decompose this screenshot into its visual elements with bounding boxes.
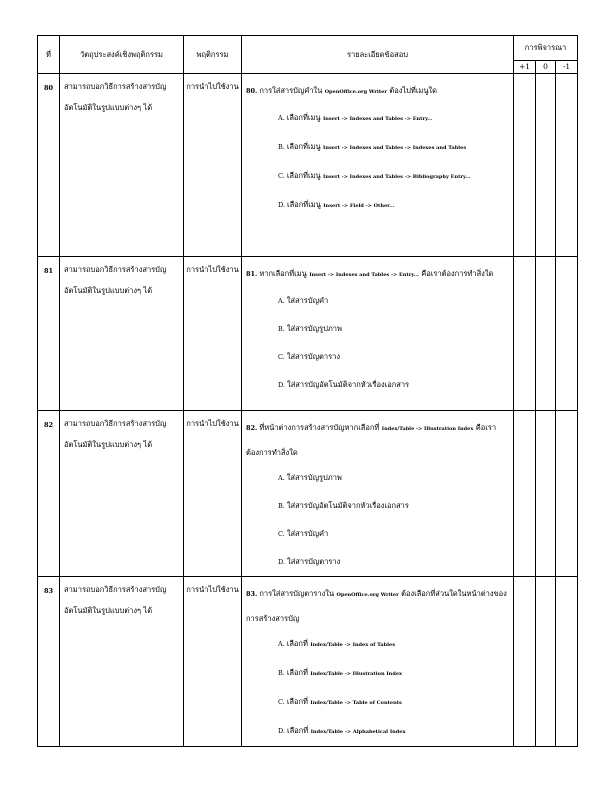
choice-letter: D. <box>278 381 286 389</box>
question-fragment: เลือกที่ <box>286 639 311 648</box>
item-number: 83 <box>38 577 60 747</box>
table-row <box>38 74 578 257</box>
question-fragment: เลือกที่ <box>287 726 311 735</box>
question-fragment: คือเราต้องการทำสิ่งใด <box>246 423 497 457</box>
menu-path-text: Insert -> Indexes and Tables -> Entry... <box>309 272 419 278</box>
question-fragment: เลือกที่เมนู <box>286 113 323 122</box>
choice-letter: A. <box>278 297 285 305</box>
item-detail <box>242 257 514 411</box>
choice-list <box>246 104 509 220</box>
choice-option <box>278 630 509 659</box>
question-fragment: การใส่สารบัญคำใน <box>259 86 325 95</box>
item-behavior: การนำไปใช้งาน <box>184 411 242 577</box>
menu-path-text: Index/Table -> Alphabetical Index <box>310 729 406 735</box>
score-plus-one-cell[interactable] <box>514 257 536 411</box>
score-zero-cell[interactable] <box>536 411 556 577</box>
choice-letter: B. <box>278 325 285 333</box>
item-detail <box>242 577 514 747</box>
item-objective: สามารถบอกวิธีการสร้างสารบัญอัตโนมัติในรูปแบบต่างๆ ได้ <box>60 74 184 257</box>
choice-letter: D. <box>278 201 286 209</box>
menu-path-text: Insert -> Indexes and Tables -> Indexes and Tables <box>323 145 467 151</box>
question-text <box>246 262 509 287</box>
choice-option <box>278 717 509 746</box>
choice-option <box>278 104 509 133</box>
menu-path-text: OpenOffice.org Writer <box>336 592 399 598</box>
question-fragment: เลือกที่เมนู <box>286 142 324 151</box>
exam-item-sheet <box>37 35 577 747</box>
question-number: 81. <box>246 270 258 278</box>
choice-letter: A. <box>278 114 285 122</box>
question-fragment: หากเลือกที่เมนู <box>259 269 310 278</box>
question-text <box>246 416 509 464</box>
header-no: ที่ <box>38 36 60 74</box>
choice-letter: D. <box>278 558 286 566</box>
score-minus-one-cell[interactable] <box>556 74 578 257</box>
question-fragment: คือเราต้องการทำสิ่งใด <box>418 269 494 278</box>
choice-letter: C. <box>278 698 285 706</box>
choice-option <box>278 688 509 717</box>
choice-letter: C. <box>278 530 285 538</box>
choice-option <box>278 315 509 343</box>
choice-option <box>278 162 509 191</box>
menu-path-text: Insert -> Indexes and Tables -> Bibliography Entry... <box>322 174 471 180</box>
item-behavior: การนำไปใช้งาน <box>184 577 242 747</box>
header-detail: รายละเอียดข้อสอบ <box>242 36 514 74</box>
table-row <box>38 411 578 577</box>
score-zero-cell[interactable] <box>536 74 556 257</box>
choice-option <box>278 520 509 548</box>
choice-option <box>278 659 509 688</box>
question-number: 82. <box>246 424 258 432</box>
question-fragment: เลือกที่ <box>286 697 311 706</box>
choice-letter: D. <box>278 727 286 735</box>
question-text <box>246 582 509 630</box>
question-fragment: ต้องไปที่เมนูใด <box>386 86 438 95</box>
item-behavior: การนำไปใช้งาน <box>184 74 242 257</box>
score-minus-one-cell[interactable] <box>556 411 578 577</box>
question-fragment: ใส่สารบัญคำ <box>286 296 329 305</box>
question-fragment: ใส่สารบัญอัตโนมัติจากหัวเรื่องเอกสาร <box>287 380 410 389</box>
item-number: 82 <box>38 411 60 577</box>
question-fragment: เลือกที่เมนู <box>286 171 323 180</box>
score-minus-one-cell[interactable] <box>556 257 578 411</box>
item-number: 81 <box>38 257 60 411</box>
choice-option <box>278 133 509 162</box>
menu-path-text: Index/Table -> Table of Contents <box>310 700 402 706</box>
item-detail <box>242 411 514 577</box>
question-fragment: ใส่สารบัญคำ <box>286 529 329 538</box>
question-fragment: เลือกที่ <box>286 668 311 677</box>
choice-option <box>278 287 509 315</box>
choice-list <box>246 464 509 576</box>
choice-letter: C. <box>278 172 285 180</box>
choice-option <box>278 548 509 576</box>
choice-list <box>246 630 509 746</box>
header-minus-one: -1 <box>556 60 578 73</box>
menu-path-text: Index/Table -> Illustration Index <box>310 671 402 677</box>
item-detail <box>242 74 514 257</box>
header-behavior: พฤติกรรม <box>184 36 242 74</box>
header-plus-one: +1 <box>514 60 536 73</box>
score-plus-one-cell[interactable] <box>514 577 536 747</box>
choice-option <box>278 492 509 520</box>
question-fragment: ใส่สารบัญตาราง <box>287 557 341 566</box>
item-behavior: การนำไปใช้งาน <box>184 257 242 411</box>
question-fragment: ใส่สารบัญอัตโนมัติจากหัวเรื่องเอกสาร <box>286 501 409 510</box>
choice-letter: B. <box>278 143 285 151</box>
question-fragment: การใส่สารบัญตารางใน <box>259 589 337 598</box>
question-number: 80. <box>246 87 258 95</box>
score-zero-cell[interactable] <box>536 257 556 411</box>
question-fragment: เลือกที่เมนู <box>287 200 324 209</box>
item-number: 80 <box>38 74 60 257</box>
menu-path-text: OpenOffice.org Writer <box>324 89 387 95</box>
header-objective: วัตถุประสงค์เชิงพฤติกรรม <box>60 36 184 74</box>
score-zero-cell[interactable] <box>536 577 556 747</box>
header-zero: 0 <box>536 60 556 73</box>
menu-path-text: Insert -> Field -> Other... <box>323 203 395 209</box>
item-objective: สามารถบอกวิธีการสร้างสารบัญอัตโนมัติในรูปแบบต่างๆ ได้ <box>60 577 184 747</box>
question-text <box>246 79 509 104</box>
choice-letter: B. <box>278 669 285 677</box>
question-number: 83. <box>246 590 258 598</box>
table-row <box>38 577 578 747</box>
menu-path-text: Index/Table -> Index of Tables <box>310 642 396 648</box>
menu-path-text: Insert -> Indexes and Tables -> Entry... <box>322 116 433 122</box>
question-fragment: ที่หน้าต่างการสร้างสารบัญหากเลือกที่ <box>259 423 382 432</box>
choice-letter: A. <box>278 474 285 482</box>
question-fragment: ใส่สารบัญรูปภาพ <box>286 324 342 333</box>
question-fragment: ต้องเลือกที่ส่วนใดในหน้าต่างของการสร้างสารบัญ <box>246 589 507 623</box>
item-objective: สามารถบอกวิธีการสร้างสารบัญอัตโนมัติในรูปแบบต่างๆ ได้ <box>60 257 184 411</box>
score-plus-one-cell[interactable] <box>514 411 536 577</box>
choice-letter: C. <box>278 353 285 361</box>
score-plus-one-cell[interactable] <box>514 74 536 257</box>
choice-option <box>278 343 509 371</box>
question-fragment: ใส่สารบัญรูปภาพ <box>286 473 342 482</box>
score-minus-one-cell[interactable] <box>556 577 578 747</box>
table-header <box>38 36 578 74</box>
choice-option <box>278 371 509 399</box>
table-row <box>38 257 578 411</box>
question-fragment: ใส่สารบัญตาราง <box>286 352 341 361</box>
choice-letter: B. <box>278 502 285 510</box>
exam-items-table <box>37 35 578 747</box>
choice-option <box>278 464 509 492</box>
choice-list <box>246 287 509 399</box>
menu-path-text: Index/Table -> Illustration Index <box>381 426 474 432</box>
choice-option <box>278 191 509 220</box>
table-body <box>38 74 578 747</box>
item-objective: สามารถบอกวิธีการสร้างสารบัญอัตโนมัติในรูปแบบต่างๆ ได้ <box>60 411 184 577</box>
choice-letter: A. <box>278 640 285 648</box>
header-consider: การพิจารณา <box>514 36 578 61</box>
